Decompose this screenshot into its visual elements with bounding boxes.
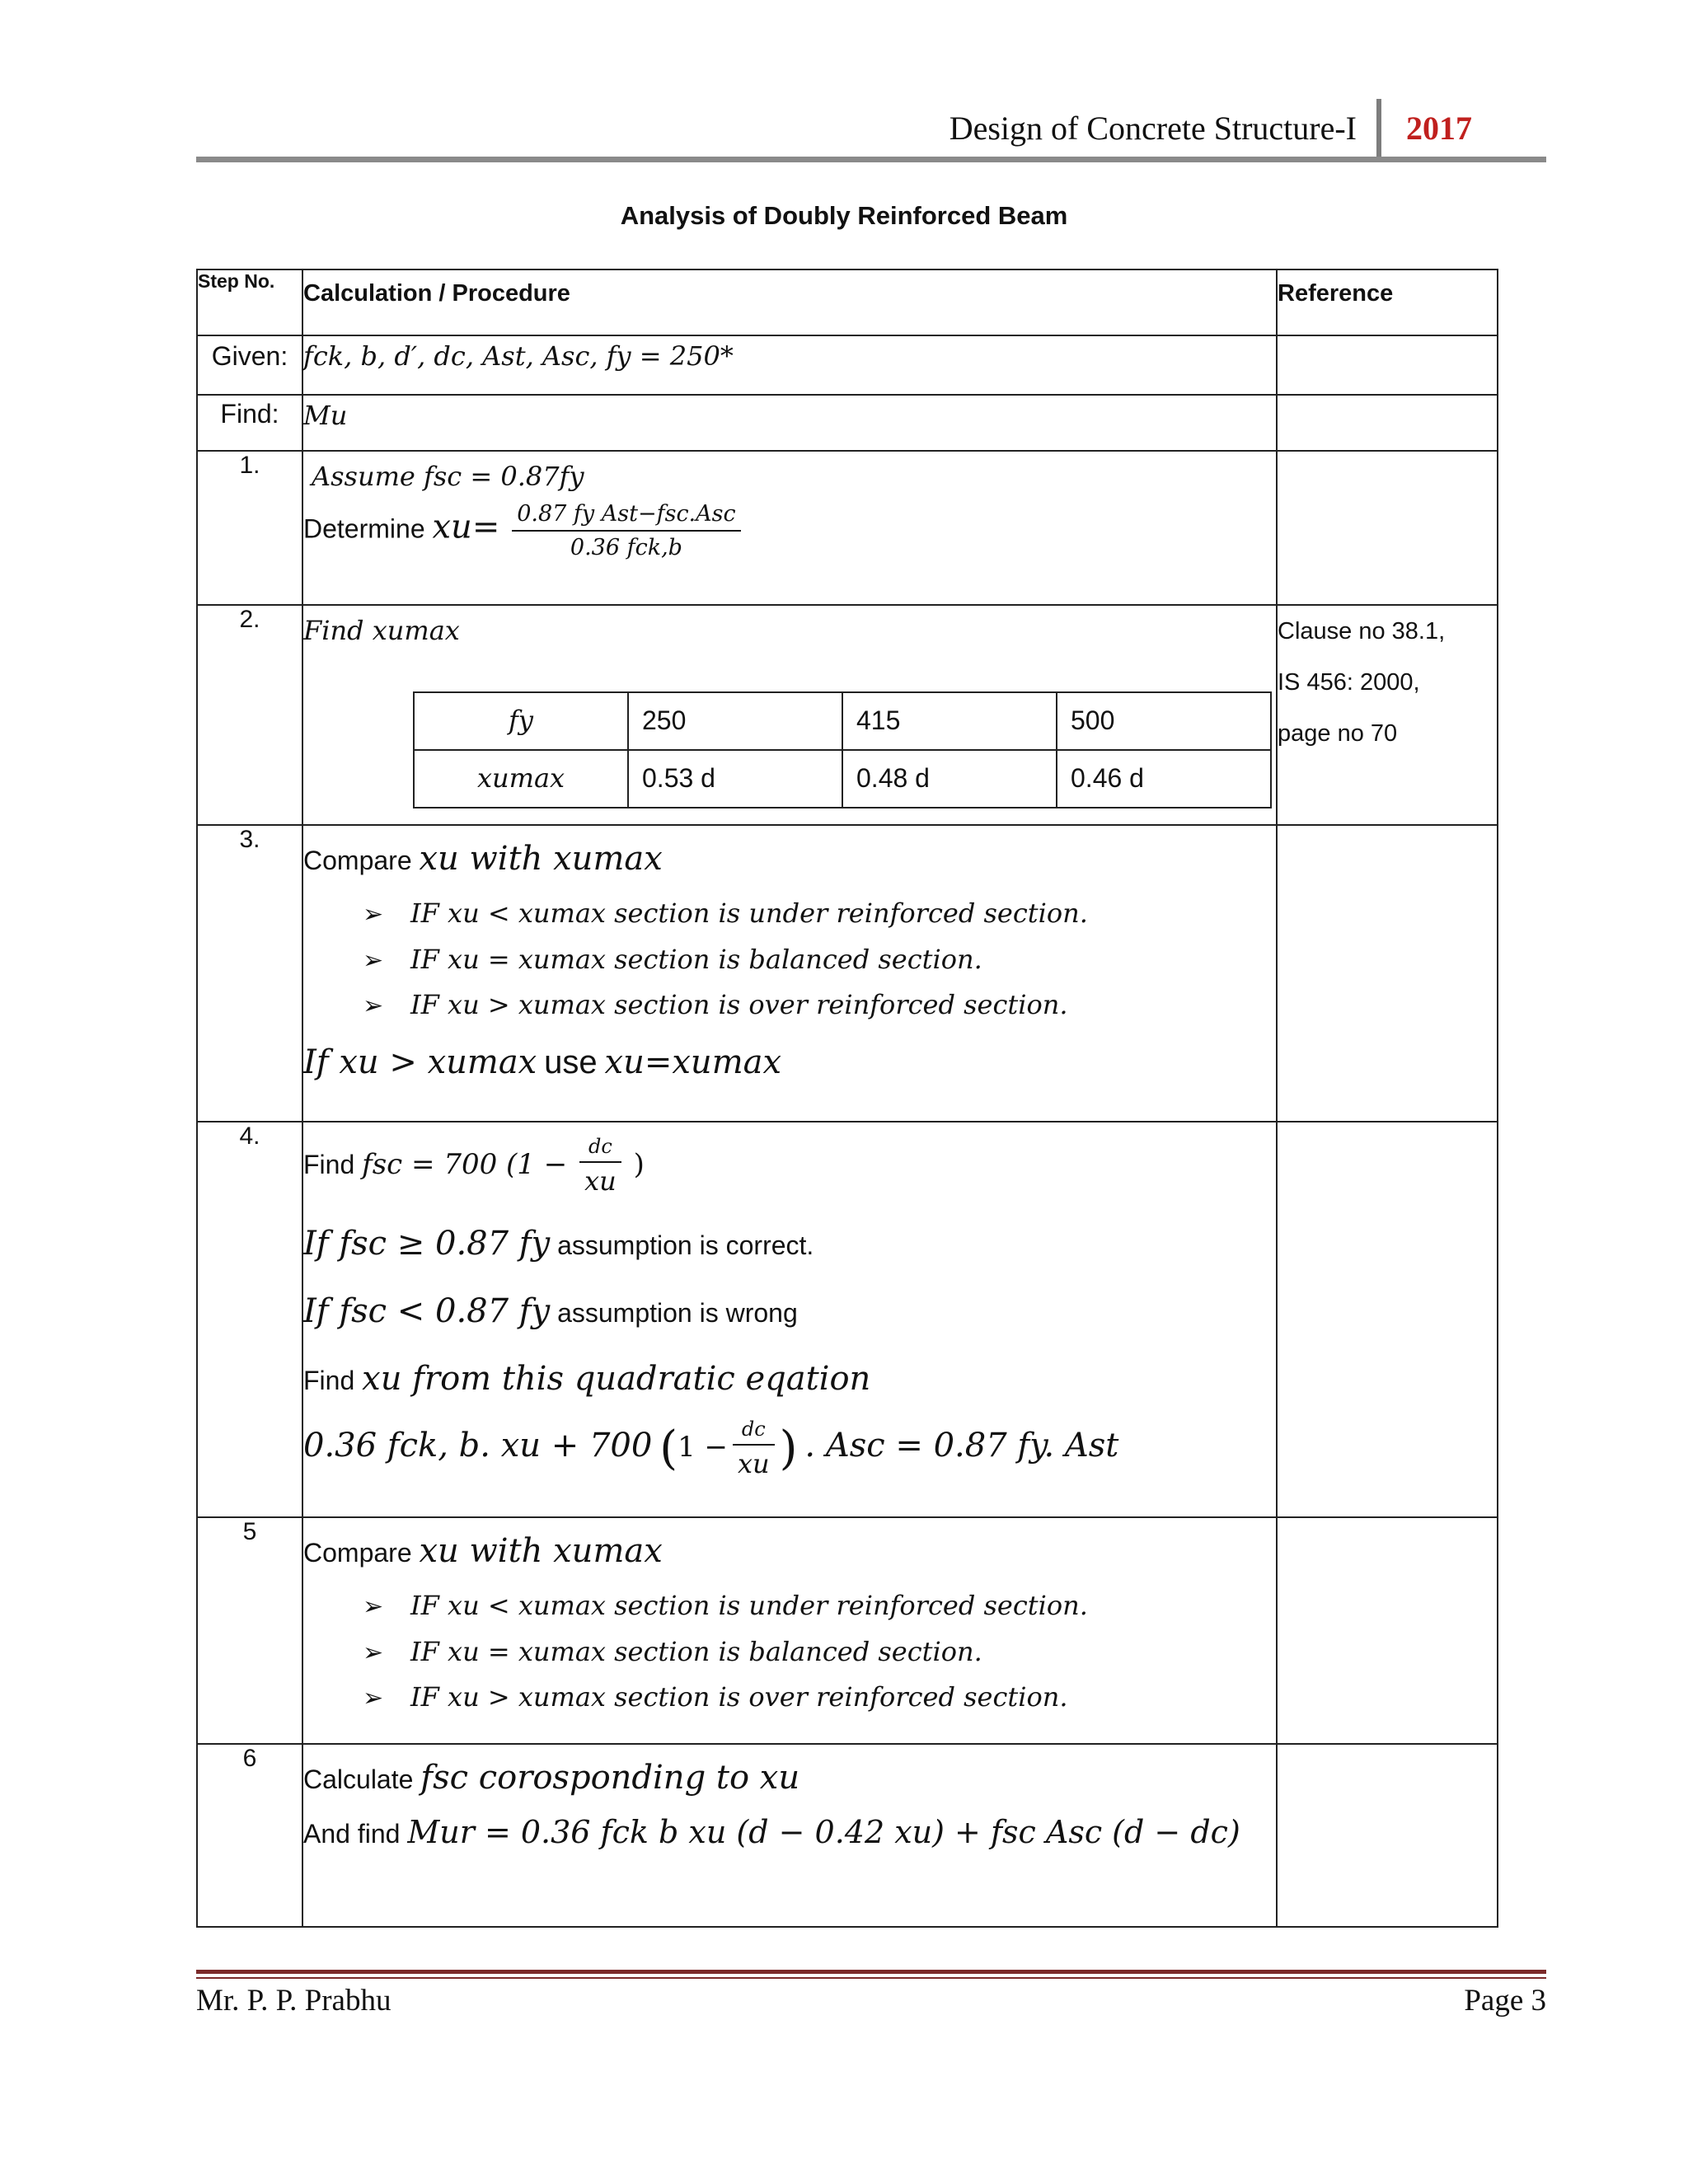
- arrow-bullet-icon: ➢: [363, 945, 384, 975]
- step-4-quad-fraction: [733, 1417, 775, 1482]
- arrow-bullet-icon: ➢: [363, 900, 384, 929]
- step-2-reference: [1277, 605, 1498, 825]
- step-3-if-math: If xu > xumax: [303, 1043, 537, 1081]
- xumax-label: xumax: [414, 750, 628, 808]
- step-4-fraction: [579, 1134, 621, 1199]
- header-rule: [196, 157, 1546, 162]
- step-3-number: 3.: [197, 825, 302, 1122]
- step-4-find-xu-label: Find: [303, 1365, 355, 1395]
- step-1-assume: Assume fsc = 0.87fy: [312, 461, 584, 492]
- document-title: Analysis of Doubly Reinforced Beam: [620, 201, 1068, 230]
- step-4-find-xu-math: xu from this quadratic eqation: [362, 1359, 871, 1398]
- fy-xumax-table: [413, 691, 1272, 808]
- arrow-bullet-icon: ➢: [363, 991, 384, 1021]
- header-step-no: Step No.: [197, 269, 302, 335]
- find-label: Find:: [197, 395, 302, 451]
- fraction-numerator: dc: [733, 1417, 775, 1446]
- header-title: Design of Concrete Structure-I: [949, 110, 1357, 147]
- step-1-number: 1.: [197, 451, 302, 605]
- step-6-number: 6: [197, 1744, 302, 1927]
- table-row-step-1: [197, 451, 1498, 605]
- table-row-find: [197, 395, 1498, 451]
- xumax-value: 0.46 d: [1057, 750, 1271, 808]
- step-3-bullet: [363, 897, 1276, 931]
- step-3-bullet: [363, 943, 1276, 977]
- bullet-text: IF xu < xumax section is under reinforced section.: [410, 1590, 1088, 1621]
- fraction-numerator: dc: [579, 1134, 621, 1163]
- procedure-table: [196, 269, 1498, 1928]
- bullet-text: IF xu > xumax section is over reinforced section.: [410, 1681, 1068, 1713]
- step-3-reference: [1277, 825, 1498, 1122]
- step-4-condition-2-text: assumption is wrong: [557, 1297, 798, 1328]
- given-formula: fck, b, d′, dc, Ast, Asc, fy = 250*: [303, 340, 734, 372]
- step-4-quadratic-right: . Asc = 0.87 fy. Ast: [804, 1426, 1119, 1465]
- xumax-row: [414, 750, 1271, 808]
- table-row-step-5: [197, 1517, 1498, 1744]
- reference-line: Clause no 38.1,: [1278, 618, 1446, 644]
- step-3-compare-math: xu with xumax: [419, 840, 663, 878]
- step-6-reference: [1277, 1744, 1498, 1927]
- left-paren: (: [659, 1421, 678, 1475]
- header-divider: [1376, 99, 1381, 160]
- step-5-compare-math: xu with xumax: [419, 1532, 663, 1570]
- step-4-quadratic-left: 0.36 fck, b. xu + 700: [303, 1426, 653, 1465]
- step-1-determine-label: Determine: [303, 513, 425, 544]
- step-5-reference: [1277, 1517, 1498, 1744]
- fy-label: fy: [414, 692, 628, 750]
- page-header: [196, 99, 1546, 165]
- footer-author: Mr. P. P. Prabhu: [196, 1984, 392, 2018]
- step-2-find: Find xumax: [303, 615, 460, 646]
- step-3-use-math: xu=xumax: [604, 1043, 782, 1081]
- given-label: Given:: [197, 335, 302, 395]
- footer-page-number: Page 3: [1464, 1984, 1546, 2018]
- table-row-step-2: [197, 605, 1498, 825]
- one-minus: 1 −: [678, 1430, 728, 1464]
- find-reference: [1277, 395, 1498, 451]
- fy-value: 500: [1057, 692, 1271, 750]
- find-formula: Mu: [303, 400, 348, 431]
- table-row-step-4: [197, 1122, 1498, 1517]
- arrow-bullet-icon: ➢: [363, 1592, 384, 1621]
- step-6-calculate-math: fsc corosponding to xu: [420, 1759, 800, 1797]
- header-reference: Reference: [1277, 269, 1498, 335]
- right-paren: ): [779, 1421, 798, 1475]
- step-4-reference: [1277, 1122, 1498, 1517]
- step-1-xu: xu=: [432, 508, 500, 546]
- step-4-condition-2-math: If fsc < 0.87 fy: [303, 1291, 551, 1330]
- step-1-reference: [1277, 451, 1498, 605]
- fy-value: 415: [842, 692, 1057, 750]
- bullet-text: IF xu = xumax section is balanced section.: [410, 943, 982, 975]
- step-1-numerator: 0.87 fy Ast−fsc.Asc: [512, 499, 740, 532]
- footer-rule: [196, 1970, 1546, 1974]
- step-2-number: 2.: [197, 605, 302, 825]
- step-6-mur-equation: Mur = 0.36 fck b xu (d − 0.42 xu) + fsc Asc (d − dc): [407, 1814, 1240, 1850]
- table-row-step-6: [197, 1744, 1498, 1927]
- step-5-bullet: [363, 1635, 1276, 1670]
- step-3-compare-label: Compare: [303, 846, 412, 875]
- step-3-use-text: use: [544, 1043, 598, 1080]
- arrow-bullet-icon: ➢: [363, 1638, 384, 1667]
- step-3-bullet: [363, 988, 1276, 1023]
- fy-value: 250: [628, 692, 842, 750]
- step-5-number: 5: [197, 1517, 302, 1744]
- step-4-condition-1-text: assumption is correct.: [557, 1230, 814, 1260]
- step-4-number: 4.: [197, 1122, 302, 1517]
- header-calculation: Calculation / Procedure: [302, 269, 1277, 335]
- fraction-denominator: xu: [584, 1165, 617, 1197]
- reference-line: page no 70: [1278, 720, 1398, 747]
- given-reference: [1277, 335, 1498, 395]
- xumax-value: 0.53 d: [628, 750, 842, 808]
- footer-rule-thin: [196, 1977, 1546, 1979]
- step-4-find-label: Find: [303, 1149, 355, 1179]
- bullet-text: IF xu > xumax section is over reinforced section.: [410, 989, 1068, 1021]
- step-1-denominator: 0.36 fck,b: [570, 534, 682, 560]
- fy-row: [414, 692, 1271, 750]
- arrow-bullet-icon: ➢: [363, 1684, 384, 1713]
- table-header-row: [197, 269, 1498, 335]
- step-5-bullet: [363, 1680, 1276, 1715]
- fraction-denominator: xu: [738, 1447, 770, 1479]
- step-6-calculate-label: Calculate: [303, 1765, 414, 1794]
- table-row-step-3: [197, 825, 1498, 1122]
- step-5-bullet: [363, 1589, 1276, 1624]
- step-4-fsc-equation: fsc = 700 (1 −: [362, 1147, 568, 1181]
- bullet-text: IF xu = xumax section is balanced section.: [410, 1635, 982, 1667]
- bullet-text: IF xu < xumax section is under reinforced section.: [410, 898, 1088, 929]
- step-5-compare-label: Compare: [303, 1538, 412, 1568]
- step-6-and-find: And find: [303, 1819, 401, 1849]
- reference-line: IS 456: 2000,: [1278, 669, 1420, 696]
- step-1-fraction: [512, 499, 740, 562]
- xumax-value: 0.48 d: [842, 750, 1057, 808]
- step-4-close-paren: ): [633, 1147, 645, 1181]
- header-year: 2017: [1406, 110, 1472, 147]
- step-4-condition-1-math: If fsc ≥ 0.87 fy: [303, 1224, 551, 1263]
- table-row-given: [197, 335, 1498, 395]
